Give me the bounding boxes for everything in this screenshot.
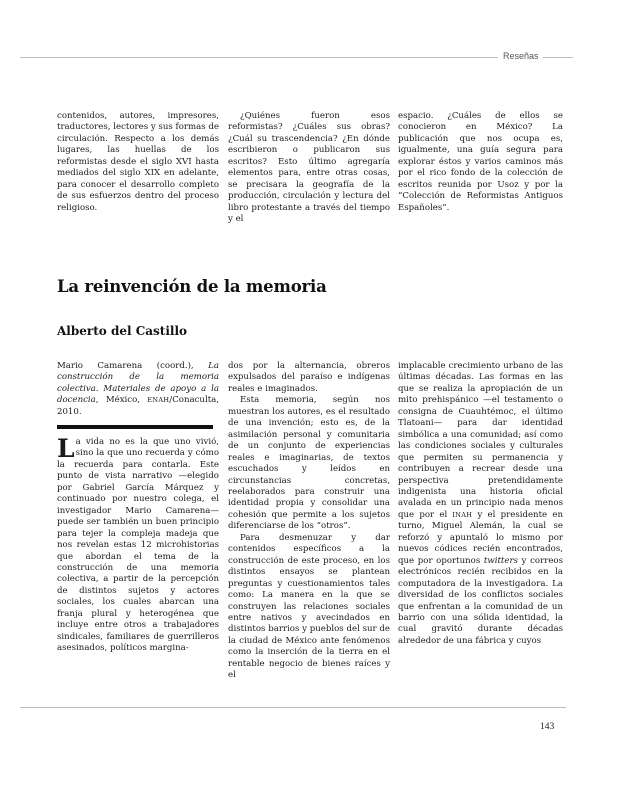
paragraph: Esta memoria, según nos muestran los autores, es el resultado de una invención; esto es, de la asimilación personal y comunitaria de un conjunto de experiencias reales e imaginarias, de textos escuchados y leídos en circunstancias concretas, reelaborados para construir una identidad propia y consolidar una cohesión que permite a los sujetos diferenciarse de los “otros”. — [228, 395, 390, 532]
footer-rule — [20, 707, 566, 708]
header-rule — [20, 57, 498, 58]
citation-place: México, — [105, 395, 148, 406]
drop-cap: L — [57, 434, 75, 463]
review-column-2 — [228, 361, 390, 682]
continued-column-1 — [57, 111, 219, 214]
section-label: Reseñas — [503, 51, 539, 61]
continued-column-3 — [398, 111, 563, 214]
citation-book-title: La construcción de la memoria colectiva. Materiales de apoyo a la docencia — [57, 361, 219, 406]
lead-text: a vida no es la que uno vivió, sino la que uno recuerda y cómo la recuerda para contarla. Este punto de vista narrativo —elegido por Gabriel García Márquez y continuado por nuestro colega, el investigador Mario Camarena— puede ser también un buen principio para tejer la compleja madeja que nos revelan estas 12 microhistorias que abordan el tema de la construcción de una memoria colectiva, a partir de la percepción de distintos sujetos y actores sociales, los cuales abarcan una franja plural y heterogénea que incluye entre otros a trabajadores sindicales, familiares de guerrilleros asesinados, políticos margina- — [57, 437, 219, 654]
review-author: Alberto del Castillo — [57, 323, 188, 338]
paragraph: dos por la alternancia, obreros expulsados del paraíso e indígenas reales e imaginados. — [228, 361, 390, 394]
paragraph: contenidos, autores, impresores, traductores, lectores y sus formas de circulación. Respecto a los demás lugares, las huellas de los reformistas desde el siglo XVI hasta mediados del siglo XIX en adelante, para conocer el desarrollo completo de sus esfuerzos dentro del proceso religioso. — [57, 111, 219, 213]
citation-publisher: /Conaculta, 2010. — [57, 395, 220, 417]
review-title: La reinvención de la memoria — [57, 277, 327, 297]
continued-column-2 — [228, 111, 390, 226]
citation-editor: Mario Camarena (coord.), — [57, 361, 209, 371]
text-run: y el presidente en turno, Miguel Alemán, la cual se reforzó y apuntaló lo mismo por nuevos códices recién encontrados, que por oportunos — [398, 509, 563, 566]
citation-separator: , — [95, 395, 106, 406]
text-run-smallcaps: INAH — [452, 510, 473, 519]
text-run: implacable crecimiento urbano de las últimas décadas. Las formas en las que se realiza la apropiación de un mito prehispánico —el testamento o consigna de Cuauhtémoc, el último Tlatoani— para dar identidad simbólica a una comunidad; así como las condiciones sociales y culturales que permiten su permanencia y contribuyen a recrear desde una perspectiva pretendidamente indigenista una historia oficial avalada en un principio nada menos que por el — [398, 361, 563, 520]
review-column-1 — [57, 434, 219, 655]
paragraph: Para desmenuzar y dar contenidos específicos a la construcción de este proceso, en los distintos ensayos se plantean preguntas y cuestionamientos tales como: La manera en la que se construyen las relaciones sociales entre nativos y avecindados en distintos barrios y pueblos del sur de la ciudad de México ante fenómenos como la inserción de la tierra en el rentable negocio de bienes raíces y el — [228, 532, 390, 681]
paragraph: espacio. ¿Cuáles de ellos se conocieron en México? La publicación que nos ocupa es, igualmente, una guía segura para explorar éstos y varios caminos más por el rico fondo de la colección de escritos reunida por Usoz y por la “Colección de Reformistas Antiguos Españoles”. — [398, 111, 563, 213]
citation-publisher-abbrev: ENAH — [147, 396, 170, 405]
page-number: 143 — [540, 722, 555, 732]
review-column-3 — [398, 361, 563, 647]
text-run-italic: twitters — [483, 555, 518, 566]
paragraph — [398, 361, 563, 647]
paragraph: ¿Quiénes fueron esos reformistas? ¿Cuáles sus obras? ¿Cuál su trascendencia? ¿En dónde escribieron o publicaron sus escritos? Esto último agregaría elementos para, entre otras cosas, se precisara la geografía de la producción, circulación y lectura del libro protestante a través del tiempo y el — [228, 111, 390, 225]
book-citation — [57, 361, 219, 418]
section-divider — [57, 425, 213, 429]
lead-paragraph — [57, 434, 219, 655]
text-run: y correos electrónicos recién recibidos en la computadora de la investigadora. La diversidad de los conflictos sociales que enfrentan a la comunidad de un barrio con una sólida identidad, la cual gravitó durante décadas alrededor de una fábrica y cuyos — [398, 555, 563, 646]
header-rule-right — [543, 57, 573, 58]
